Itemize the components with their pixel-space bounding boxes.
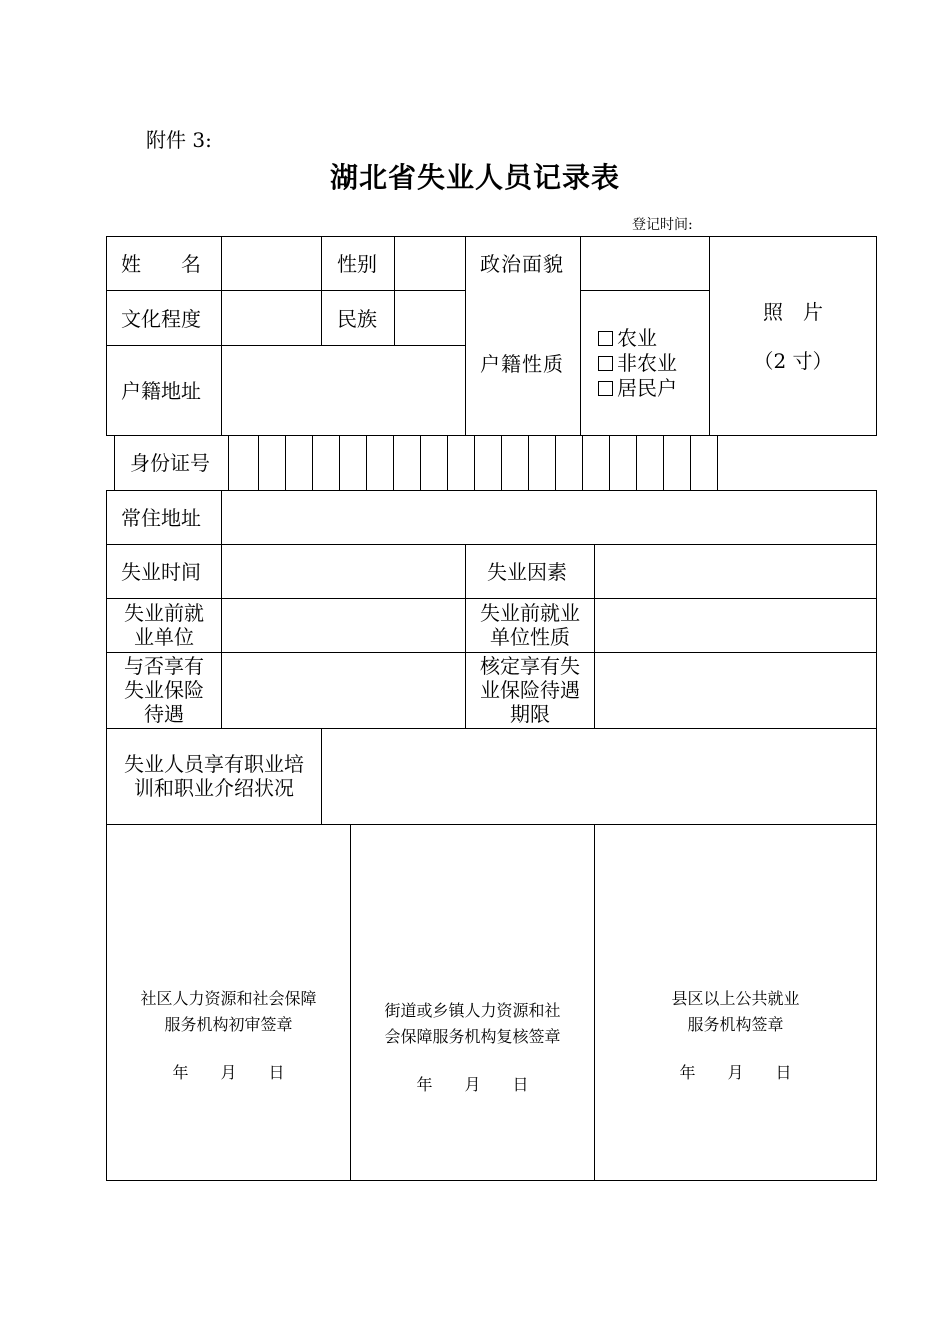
unemployment-time-label: 失业时间: [121, 560, 201, 584]
id-digit-cell[interactable]: [474, 437, 498, 489]
id-digit-cell[interactable]: [663, 437, 687, 489]
id-digit-cell[interactable]: [285, 437, 309, 489]
gender-label: 性别: [337, 252, 377, 276]
unemployment-reason-label: 失业因素: [487, 560, 567, 584]
option-non-agricultural[interactable]: 非农业: [598, 351, 677, 376]
id-digit-cell[interactable]: [258, 437, 282, 489]
prev-employer-type-label: 失业前就业 单位性质: [480, 601, 580, 649]
prev-employer-label: 失业前就 业单位: [124, 601, 204, 649]
checkbox-icon[interactable]: [598, 331, 613, 346]
id-number-label: 身份证号: [130, 451, 210, 475]
id-digit-cell[interactable]: [501, 437, 525, 489]
insurance-period-label: 核定享有失 业保险待遇 期限: [480, 654, 580, 726]
insurance-period-field[interactable]: [595, 653, 876, 728]
unemployment-time-field[interactable]: [222, 545, 465, 598]
political-label: 政治面貌: [480, 252, 564, 276]
prev-employer-type-field[interactable]: [595, 599, 876, 652]
id-digit-cell[interactable]: [312, 437, 336, 489]
hukou-type-label: 户籍性质: [480, 352, 564, 376]
unemployment-reason-field[interactable]: [595, 545, 876, 598]
name-label: 姓 名: [121, 252, 201, 276]
id-digit-cell[interactable]: [609, 437, 633, 489]
hukou-address-field[interactable]: [222, 346, 465, 435]
option-resident[interactable]: 居民户: [598, 376, 677, 401]
name-field[interactable]: [222, 237, 321, 290]
residence-field[interactable]: [222, 491, 876, 544]
prev-employer-field[interactable]: [222, 599, 465, 652]
id-digit-cell[interactable]: [231, 437, 255, 489]
page-title: 湖北省失业人员记录表: [329, 161, 620, 194]
residence-label: 常住地址: [121, 506, 201, 530]
hukou-options: [598, 326, 677, 401]
ethnicity-field[interactable]: [395, 291, 465, 345]
id-digit-cell[interactable]: [447, 437, 471, 489]
checkbox-icon[interactable]: [598, 356, 613, 371]
education-label: 文化程度: [121, 307, 201, 331]
photo-size: （2 寸）: [753, 349, 833, 373]
id-digit-cell[interactable]: [528, 437, 552, 489]
hukou-address-label: 户籍地址: [121, 379, 201, 403]
gender-field[interactable]: [395, 237, 465, 290]
id-digit-cell[interactable]: [636, 437, 660, 489]
education-field[interactable]: [222, 291, 321, 345]
political-field[interactable]: [581, 237, 709, 290]
attachment-label: 附件 3:: [146, 128, 212, 152]
id-digit-cell[interactable]: [393, 437, 417, 489]
id-digit-cell[interactable]: [420, 437, 444, 489]
id-digit-cell[interactable]: [555, 437, 579, 489]
id-digit-cell[interactable]: [366, 437, 390, 489]
insurance-label: 与否享有 失业保险 待遇: [124, 654, 204, 726]
id-digit-cell[interactable]: [582, 437, 606, 489]
training-label: 失业人员享有职业培 训和职业介绍状况: [124, 752, 304, 800]
id-digit-cell[interactable]: [339, 437, 363, 489]
option-agricultural[interactable]: 农业: [598, 326, 677, 351]
street-signature: 街道或乡镇人力资源和社 会保障服务机构复核签章 年 月 日: [384, 1001, 561, 1094]
id-digit-cell[interactable]: [690, 437, 714, 489]
registration-time-label: 登记时间:: [632, 217, 693, 233]
training-field[interactable]: [322, 729, 876, 824]
county-signature: 县区以上公共就业 服务机构签章 年 月 日: [671, 989, 800, 1082]
ethnicity-label: 民族: [337, 307, 377, 331]
community-signature: 社区人力资源和社会保障 服务机构初审签章 年 月 日: [140, 989, 317, 1082]
checkbox-icon[interactable]: [598, 381, 613, 396]
photo-label: 照 片: [763, 300, 823, 324]
insurance-field[interactable]: [222, 653, 465, 728]
